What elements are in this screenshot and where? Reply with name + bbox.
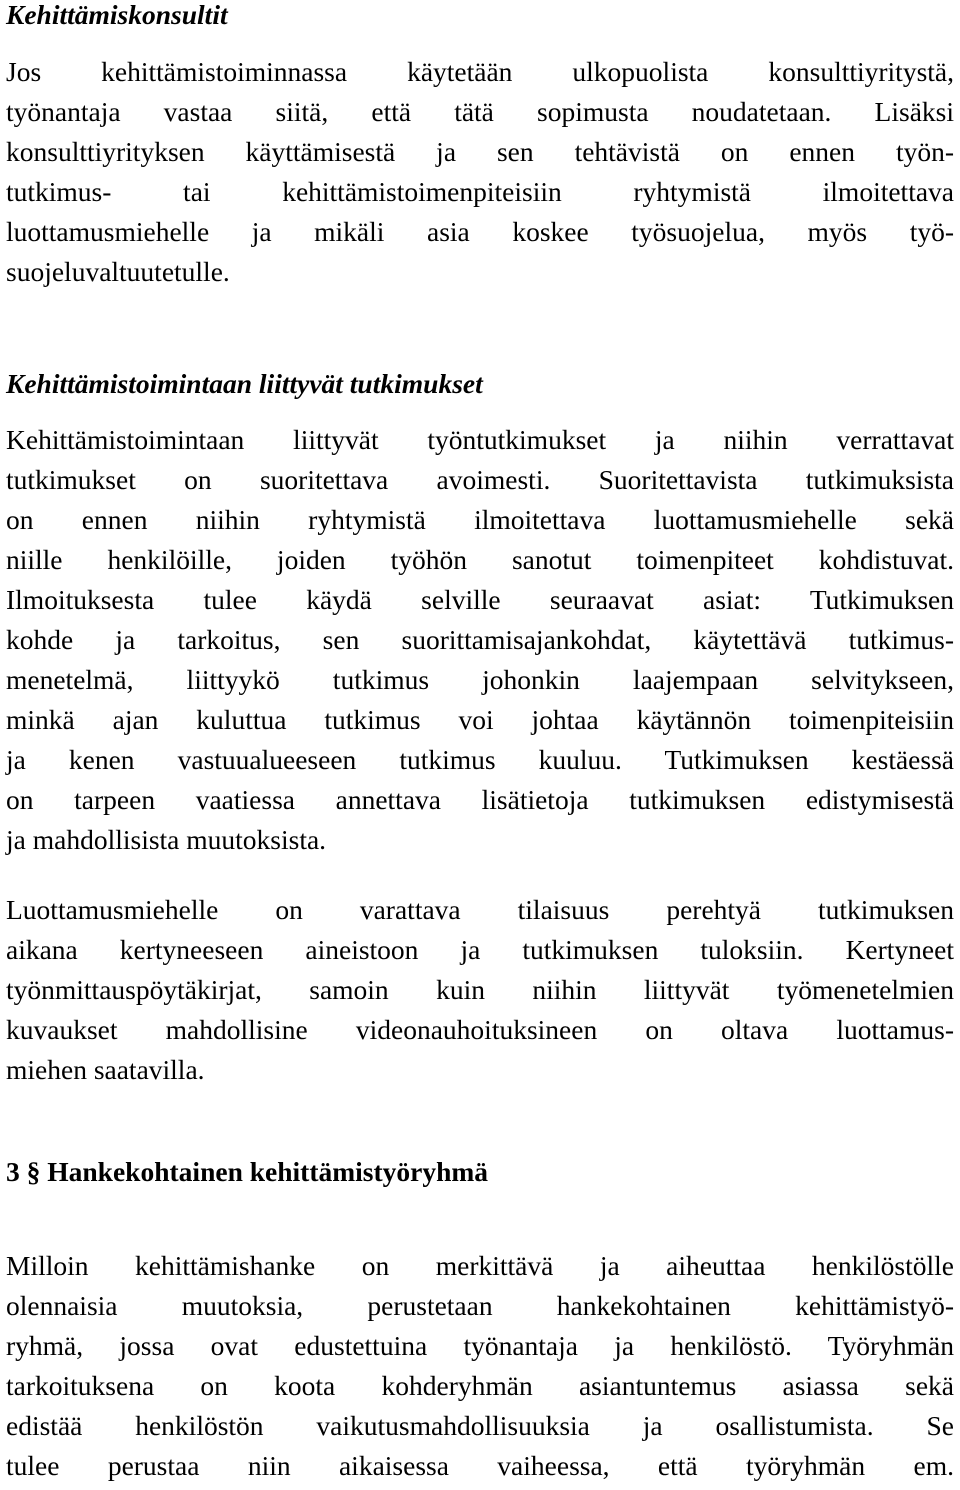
text-line: konsulttiyrityksen käyttämisestä ja sen tehtävistä on ennen työn-	[6, 136, 954, 167]
text-line: edistää henkilöstön vaikutusmahdollisuuksia ja osallistumista. Se	[6, 1410, 954, 1441]
section-heading-project-group: 3 § Hankekohtainen kehittämistyöryhmä	[6, 1156, 489, 1187]
text-line: tarkoituksena on koota kohderyhmän asiantuntemus asiassa sekä	[6, 1370, 954, 1401]
text-line: Milloin kehittämishanke on merkittävä ja aiheuttaa henkilöstölle	[6, 1250, 954, 1281]
text-line: työnmittauspöytäkirjat, samoin kuin niihin liittyvät työmenetelmien	[6, 974, 954, 1005]
section-heading-consultants: Kehittämiskonsultit	[6, 0, 228, 30]
text-line: on ennen niihin ryhtymistä ilmoitettava luottamusmiehelle sekä	[6, 504, 954, 535]
text-line: kuvaukset mahdollisine videonauhoituksineen on oltava luottamus-	[6, 1014, 954, 1045]
text-line: tutkimukset on suoritettava avoimesti. Suoritettavista tutkimuksista	[6, 464, 954, 495]
text-line: Ilmoituksesta tulee käydä selville seuraavat asiat: Tutkimuksen	[6, 584, 954, 615]
text-line: olennaisia muutoksia, perustetaan hankekohtainen kehittämistyö-	[6, 1290, 954, 1321]
text-line: ja kenen vastuualueeseen tutkimus kuuluu. Tutkimuksen kestäessä	[6, 744, 954, 775]
text-line: minkä ajan kuluttua tutkimus voi johtaa käytännön toimenpiteisiin	[6, 704, 954, 735]
text-line: Luottamusmiehelle on varattava tilaisuus perehtyä tutkimuksen	[6, 894, 954, 925]
text-line: niille henkilöille, joiden työhön sanotut toimenpiteet kohdistuvat.	[6, 544, 954, 575]
text-line: on tarpeen vaatiessa annettava lisätietoja tutkimuksen edistymisestä	[6, 784, 954, 815]
text-line: suojeluvaltuutetulle.	[6, 256, 230, 287]
text-line: työnantaja vastaa siitä, että tätä sopimusta noudatetaan. Lisäksi	[6, 96, 954, 127]
text-line: luottamusmiehelle ja mikäli asia koskee työsuojelua, myös työ-	[6, 216, 954, 247]
text-line: tutkimus- tai kehittämistoimenpiteisiin ryhtymistä ilmoitettava	[6, 176, 954, 207]
text-line: menetelmä, liittyykö tutkimus johonkin laajempaan selvitykseen,	[6, 664, 954, 695]
text-line: Kehittämistoimintaan liittyvät työntutkimukset ja niihin verrattavat	[6, 424, 954, 455]
section-heading-studies: Kehittämistoimintaan liittyvät tutkimukset	[6, 368, 483, 399]
text-line: kohde ja tarkoitus, sen suorittamisajankohdat, käytettävä tutkimus-	[6, 624, 954, 655]
text-line: aikana kertyneeseen aineistoon ja tutkimuksen tuloksiin. Kertyneet	[6, 934, 954, 965]
text-line: miehen saatavilla.	[6, 1054, 205, 1085]
text-line: Jos kehittämistoiminnassa käytetään ulkopuolista konsulttiyritystä,	[6, 56, 954, 87]
text-line: ryhmä, jossa ovat edustettuina työnantaja ja henkilöstö. Työryhmän	[6, 1330, 954, 1361]
text-line: ja mahdollisista muutoksista.	[6, 824, 327, 855]
text-line: tulee perustaa niin aikaisessa vaiheessa, että työryhmän em.	[6, 1450, 954, 1481]
